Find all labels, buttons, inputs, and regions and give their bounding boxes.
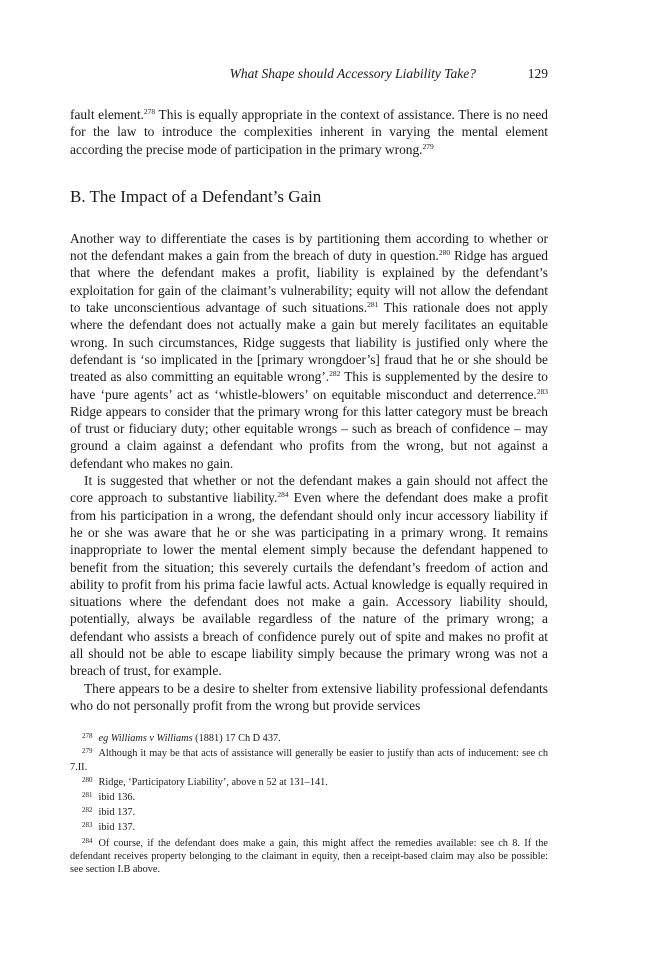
book-page: [70, 66, 548, 876]
footnote-ref[interactable]: 281: [367, 300, 379, 310]
section-heading: B. The Impact of a Defendant’s Gain: [70, 186, 322, 206]
paragraph-intro: fault element.$^{278}$ This is equally appropriate in the context of assistance. There is no need for the law to introduce the complexities inherent in varying the mental element according the precise mode of participation in the primary wrong.$^{279}$: [70, 107, 548, 157]
footnote-ref[interactable]: 278: [143, 107, 156, 116]
footnote-ref[interactable]: 284: [277, 490, 289, 500]
footnote-282: $^{282}$ ibid 137.: [82, 806, 136, 819]
paragraph-substantive-liability: It is suggested that whether or not the defendant makes a gain should not affect the core approach to substantive liability.$^{284}$ Even where the defendant does make a profit from his participation in a wrong, the defendant should only incur accessory liability if he or she was aware that he or she was participating in a primary wrong. It remains inappropriate to lower the mental element simply because the defendant happened to benefit from the situation; this severely curtails the defendant’s freedom of action and ability to profit from his prima facie lawful acts. Actual knowledge is equally required in situations where the defendant does not make a gain. Accessory liability should, potentially, always be available regardless of the nature of the primary wrong; a defendant who assists a breach of confidence purely out of spite and makes no profit at all should not be able to escape liability simply because the primary wrong was not a breach of trust, for example.: [70, 473, 548, 679]
footnote-ref[interactable]: 283: [536, 386, 548, 396]
footnote-ref[interactable]: 282: [329, 369, 341, 379]
footnote-ref[interactable]: 279: [422, 141, 434, 151]
footnote-283: $^{283}$ ibid 137.: [82, 821, 136, 834]
running-header: [70, 66, 548, 86]
footnote-278: $^{278}$ eg Williams v Williams (1881) 17 Ch D 437.: [82, 732, 281, 745]
footnote-284: $^{284}$ Of course, if the defendant does make a gain, this might affect the remedies available: see ch 8. If the defendant receives property belonging to the claimant in equity, then a receipt-based claim may also be possible: see section I.B above.: [70, 836, 548, 876]
footnote-280: $^{280}$ Ridge, ‘Participatory Liability’, above n 52 at 131–141.: [82, 775, 328, 788]
footnote-279: $^{279}$ Although it may be that acts of assistance will generally be easier to justify than acts of inducement: see ch 7.II.: [70, 747, 548, 773]
footnotes: [70, 730, 548, 876]
paragraph-professional-defendants: There appears to be a desire to shelter from extensive liability professional defendants who do not personally profit from the wrong but provide services: [70, 680, 548, 713]
running-title: What Shape should Accessory Liability Take?: [229, 66, 476, 81]
footnote-ref[interactable]: 280: [438, 248, 451, 258]
paragraph-gain-partition: Another way to differentiate the cases is by partitioning them according to whether or not the defendant makes a gain from the breach of duty in question.$^{280}$ Ridge has argued that where the defendant makes a profit, liability is explained by the defendant’s exploitation for gain of the claimant’s vulnerability; equity will not allow the defendant to take unconscientious advantage of such situations.$^{281}$ This rationale does not apply where the defendant does not actually make a gain but merely facilitates an equitable wrong. In such circumstances, Ridge suggests that liability is justified only where the defendant is ‘so implicated in the [primary wrongdoer’s] fraud that he or she should be treated as also committing an equitable wrong’.$^{282}$ This is supplemented by the desire to have ‘pure agents’ act as ‘whistle-blowers’ on equitable misconduct and deterrence.$^{283}$ Ridge appears to consider that the primary wrong for this latter category must be breach of trust or fiduciary duty; other equitable wrongs – such as breach of confidence – may ground a claim against a defendant who profits from the wrong, but not against a defendant who makes no gain.: [70, 230, 548, 471]
footnote-281: $^{281}$ ibid 136.: [82, 791, 136, 804]
page-number: 129: [527, 66, 548, 81]
